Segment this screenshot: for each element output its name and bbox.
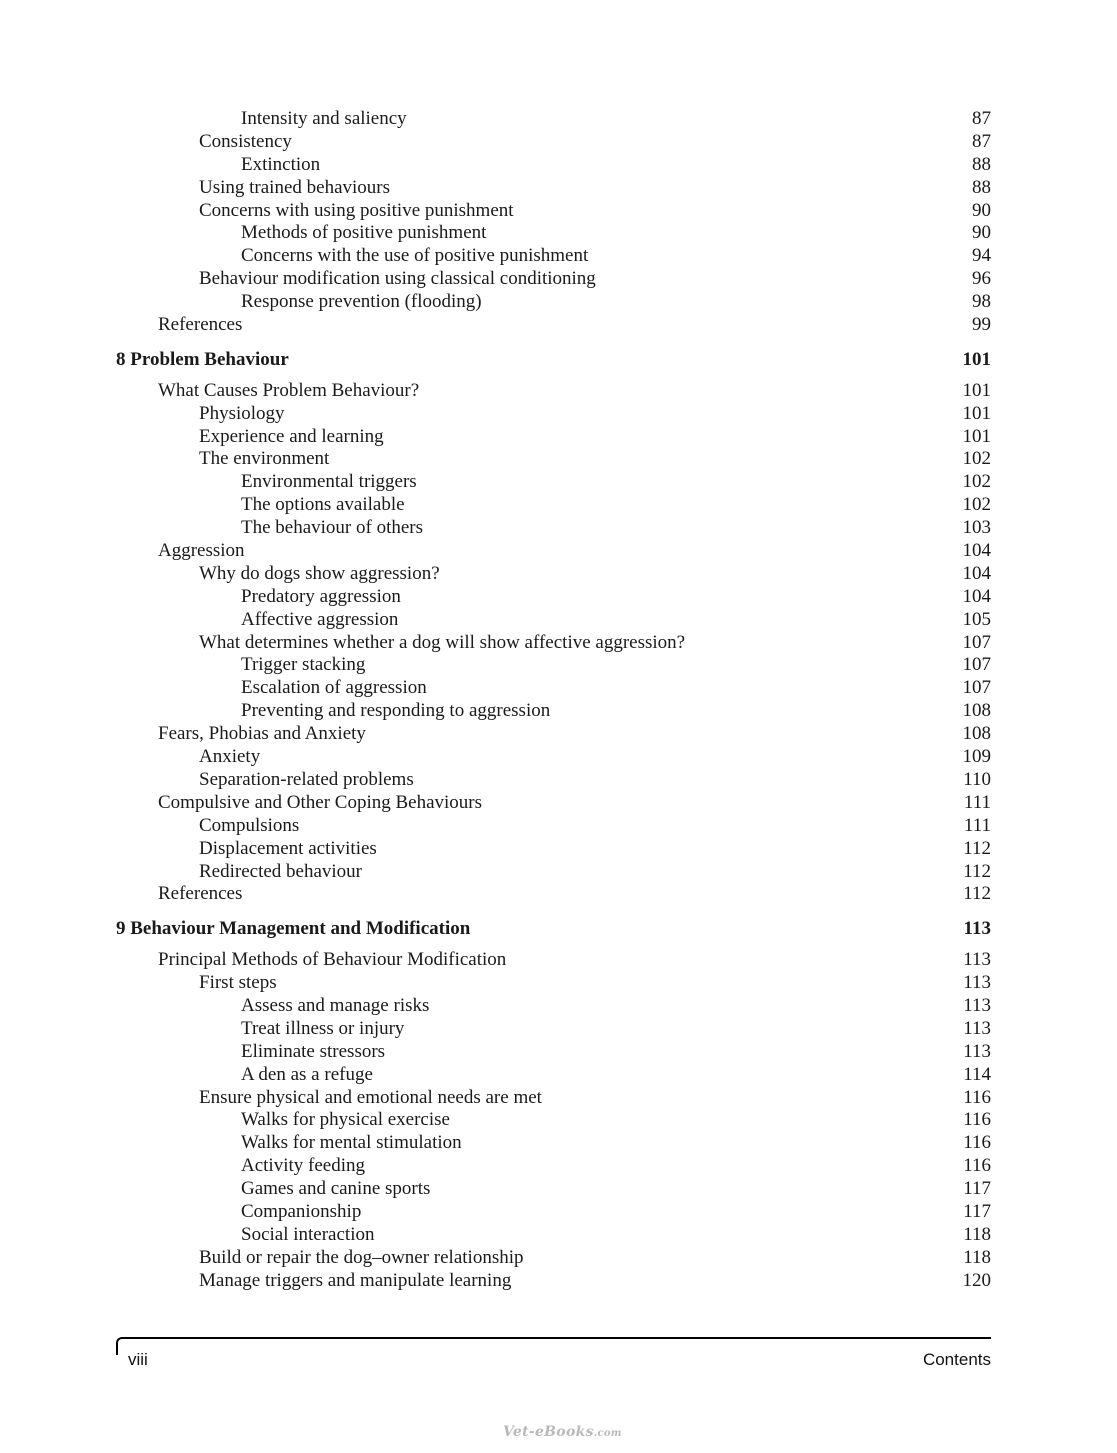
toc-entry-page: 118 xyxy=(963,1223,991,1245)
toc-entry-page: 108 xyxy=(962,700,991,722)
toc-entry-title: Compulsions xyxy=(199,814,300,836)
toc-entry xyxy=(0,563,1117,586)
toc-entry xyxy=(0,746,1117,769)
toc-entry-title: Companionship xyxy=(241,1200,362,1222)
toc-entry xyxy=(0,1064,1117,1087)
toc-entry xyxy=(0,154,1117,177)
toc-entry xyxy=(0,1201,1117,1224)
toc-entry-title: Fears, Phobias and Anxiety xyxy=(158,723,366,745)
toc-entry xyxy=(0,1155,1117,1178)
toc-entry-title: Affective aggression xyxy=(241,608,399,630)
toc-entry-page: 102 xyxy=(962,494,991,516)
toc-entry-title: Predatory aggression xyxy=(241,585,401,607)
table-of-contents xyxy=(0,108,1117,1293)
toc-entry xyxy=(0,700,1117,723)
toc-entry xyxy=(0,268,1117,291)
toc-entry xyxy=(0,1109,1117,1132)
toc-entry-title: Intensity and saliency xyxy=(241,108,407,129)
toc-entry-title: Games and canine sports xyxy=(241,1178,431,1200)
toc-entry-title: Anxiety xyxy=(199,746,261,768)
toc-entry-title: Social interaction xyxy=(241,1223,375,1245)
toc-entry-title: Behaviour modification using classical conditioning xyxy=(199,268,596,290)
toc-entry xyxy=(0,609,1117,632)
toc-entry-page: 113 xyxy=(963,1040,991,1062)
toc-entry-title: Environmental triggers xyxy=(241,471,417,493)
toc-entry xyxy=(0,677,1117,700)
toc-entry-title: Treat illness or injury xyxy=(241,1017,405,1039)
toc-entry-title: Redirected behaviour xyxy=(199,860,363,882)
toc-entry-page: 88 xyxy=(972,153,991,175)
toc-entry-title: 8 Problem Behaviour xyxy=(116,348,289,370)
footer-section-title: Contents xyxy=(922,1350,991,1369)
toc-entry-page: 113 xyxy=(963,972,991,994)
footer-rule xyxy=(116,1337,991,1355)
toc-entry-page: 104 xyxy=(962,562,991,584)
toc-entry xyxy=(0,883,1117,906)
toc-entry-title: The environment xyxy=(199,448,330,470)
toc-entry xyxy=(0,245,1117,268)
toc-entry xyxy=(0,177,1117,200)
toc-entry-title: Concerns with using positive punishment xyxy=(199,199,514,221)
toc-entry-page: 107 xyxy=(962,631,991,653)
toc-entry xyxy=(0,723,1117,746)
toc-entry xyxy=(0,403,1117,426)
toc-entry xyxy=(0,815,1117,838)
toc-entry-page: 90 xyxy=(972,199,991,221)
toc-entry xyxy=(0,972,1117,995)
toc-entry-page: 87 xyxy=(972,130,991,152)
toc-entry-page: 94 xyxy=(972,245,991,267)
toc-entry-page: 101 xyxy=(962,348,991,370)
toc-entry xyxy=(0,1247,1117,1270)
toc-entry-page: 99 xyxy=(972,314,991,336)
toc-entry xyxy=(0,314,1117,337)
toc-entry-page: 109 xyxy=(962,746,991,768)
toc-chapter-entry xyxy=(0,349,1117,372)
toc-entry-title: What determines whether a dog will show affective aggression? xyxy=(199,631,686,653)
toc-entry-title: References xyxy=(158,883,243,905)
toc-entry xyxy=(0,654,1117,677)
toc-entry-page: 111 xyxy=(963,791,991,813)
toc-entry-title: Why do dogs show aggression? xyxy=(199,562,440,584)
toc-entry-page: 113 xyxy=(963,1017,991,1039)
toc-entry-page: 103 xyxy=(962,517,991,539)
toc-entry-page: 117 xyxy=(963,1200,991,1222)
toc-entry-title: The behaviour of others xyxy=(241,517,424,539)
toc-entry-title: Physiology xyxy=(199,402,285,424)
toc-entry-title: Compulsive and Other Coping Behaviours xyxy=(158,791,483,813)
toc-entry-title: Concerns with the use of positive punishment xyxy=(241,245,589,267)
toc-entry-page: 101 xyxy=(962,379,991,401)
toc-entry-title: Build or repair the dog–owner relationship xyxy=(199,1246,524,1268)
toc-entry-page: 108 xyxy=(962,723,991,745)
toc-entry-page: 88 xyxy=(972,176,991,198)
toc-entry-page: 112 xyxy=(963,860,991,882)
toc-entry-title: Manage triggers and manipulate learning xyxy=(199,1269,512,1291)
toc-entry xyxy=(0,200,1117,223)
toc-entry-page: 116 xyxy=(963,1155,991,1177)
toc-entry-page: 105 xyxy=(962,608,991,630)
toc-entry-title: Assess and manage risks xyxy=(241,994,430,1016)
toc-entry-title: Methods of positive punishment xyxy=(241,222,487,244)
toc-entry xyxy=(0,769,1117,792)
footer-page-number: viii xyxy=(128,1350,148,1369)
toc-entry xyxy=(0,517,1117,540)
toc-entry-title: Escalation of aggression xyxy=(241,677,427,699)
toc-entry xyxy=(0,291,1117,314)
toc-entry-title: Eliminate stressors xyxy=(241,1040,386,1062)
toc-entry-page: 114 xyxy=(963,1063,991,1085)
watermark-brand: Vet-eBooks xyxy=(503,1424,594,1440)
toc-entry-page: 112 xyxy=(963,883,991,905)
toc-entry xyxy=(0,586,1117,609)
toc-entry-page: 104 xyxy=(962,585,991,607)
toc-entry-page: 107 xyxy=(962,654,991,676)
toc-entry-page: 102 xyxy=(962,471,991,493)
toc-entry-page: 98 xyxy=(972,291,991,313)
toc-entry xyxy=(0,131,1117,154)
toc-entry-title: Using trained behaviours xyxy=(199,176,391,198)
toc-entry xyxy=(0,1224,1117,1247)
toc-entry xyxy=(0,494,1117,517)
toc-entry xyxy=(0,1018,1117,1041)
toc-entry-title: What Causes Problem Behaviour? xyxy=(158,379,420,401)
toc-entry-title: Principal Methods of Behaviour Modification xyxy=(158,949,507,971)
toc-entry xyxy=(0,632,1117,655)
toc-entry xyxy=(0,1270,1117,1293)
toc-entry xyxy=(0,380,1117,403)
toc-entry-page: 96 xyxy=(972,268,991,290)
toc-entry xyxy=(0,949,1117,972)
toc-entry-title: Walks for mental stimulation xyxy=(241,1132,462,1154)
toc-entry-page: 120 xyxy=(962,1269,991,1291)
toc-entry-page: 116 xyxy=(963,1109,991,1131)
toc-entry-title: Preventing and responding to aggression xyxy=(241,700,551,722)
toc-entry-title: A den as a refuge xyxy=(241,1063,373,1085)
toc-entry-title: Activity feeding xyxy=(241,1155,365,1177)
watermark-domain: .com xyxy=(593,1428,622,1439)
toc-entry xyxy=(0,1178,1117,1201)
toc-entry-title: 9 Behaviour Management and Modification xyxy=(116,918,471,940)
toc-entry-title: Displacement activities xyxy=(199,837,377,859)
toc-entry xyxy=(0,108,1117,131)
toc-entry-page: 113 xyxy=(963,994,991,1016)
toc-entry xyxy=(0,222,1117,245)
toc-entry xyxy=(0,995,1117,1018)
toc-entry xyxy=(0,792,1117,815)
toc-entry-page: 111 xyxy=(963,814,991,836)
toc-entry xyxy=(0,1087,1117,1110)
toc-entry xyxy=(0,838,1117,861)
toc-entry-page: 113 xyxy=(963,949,991,971)
toc-entry xyxy=(0,448,1117,471)
toc-entry-page: 117 xyxy=(963,1178,991,1200)
toc-entry-page: 90 xyxy=(972,222,991,244)
toc-entry xyxy=(0,861,1117,884)
toc-entry-page: 113 xyxy=(963,918,991,940)
toc-entry-page: 107 xyxy=(962,677,991,699)
toc-entry-title: Experience and learning xyxy=(199,425,384,447)
toc-entry-page: 101 xyxy=(962,402,991,424)
toc-entry xyxy=(0,1132,1117,1155)
toc-entry-title: Consistency xyxy=(199,130,292,152)
toc-entry-page: 104 xyxy=(962,540,991,562)
watermark-logo xyxy=(503,1424,622,1440)
toc-entry-title: Response prevention (flooding) xyxy=(241,291,482,313)
toc-entry xyxy=(0,471,1117,494)
toc-entry-title: First steps xyxy=(199,972,277,994)
toc-entry-page: 118 xyxy=(963,1246,991,1268)
toc-entry-page: 101 xyxy=(962,425,991,447)
toc-entry-title: Aggression xyxy=(158,540,245,562)
toc-entry-title: References xyxy=(158,314,243,336)
toc-entry-title: Ensure physical and emotional needs are met xyxy=(199,1086,542,1108)
toc-entry-title: Separation-related problems xyxy=(199,768,414,790)
toc-entry xyxy=(0,1041,1117,1064)
toc-chapter-entry xyxy=(0,918,1117,941)
toc-entry-title: Extinction xyxy=(241,153,321,175)
toc-entry-title: Trigger stacking xyxy=(241,654,366,676)
toc-entry-page: 116 xyxy=(963,1132,991,1154)
toc-entry-page: 102 xyxy=(962,448,991,470)
toc-entry-page: 116 xyxy=(963,1086,991,1108)
toc-entry xyxy=(0,540,1117,563)
toc-entry-page: 87 xyxy=(972,108,991,129)
toc-entry xyxy=(0,426,1117,449)
toc-entry-page: 112 xyxy=(963,837,991,859)
toc-entry-page: 110 xyxy=(963,768,991,790)
toc-entry-title: The options available xyxy=(241,494,405,516)
toc-entry-title: Walks for physical exercise xyxy=(241,1109,450,1131)
